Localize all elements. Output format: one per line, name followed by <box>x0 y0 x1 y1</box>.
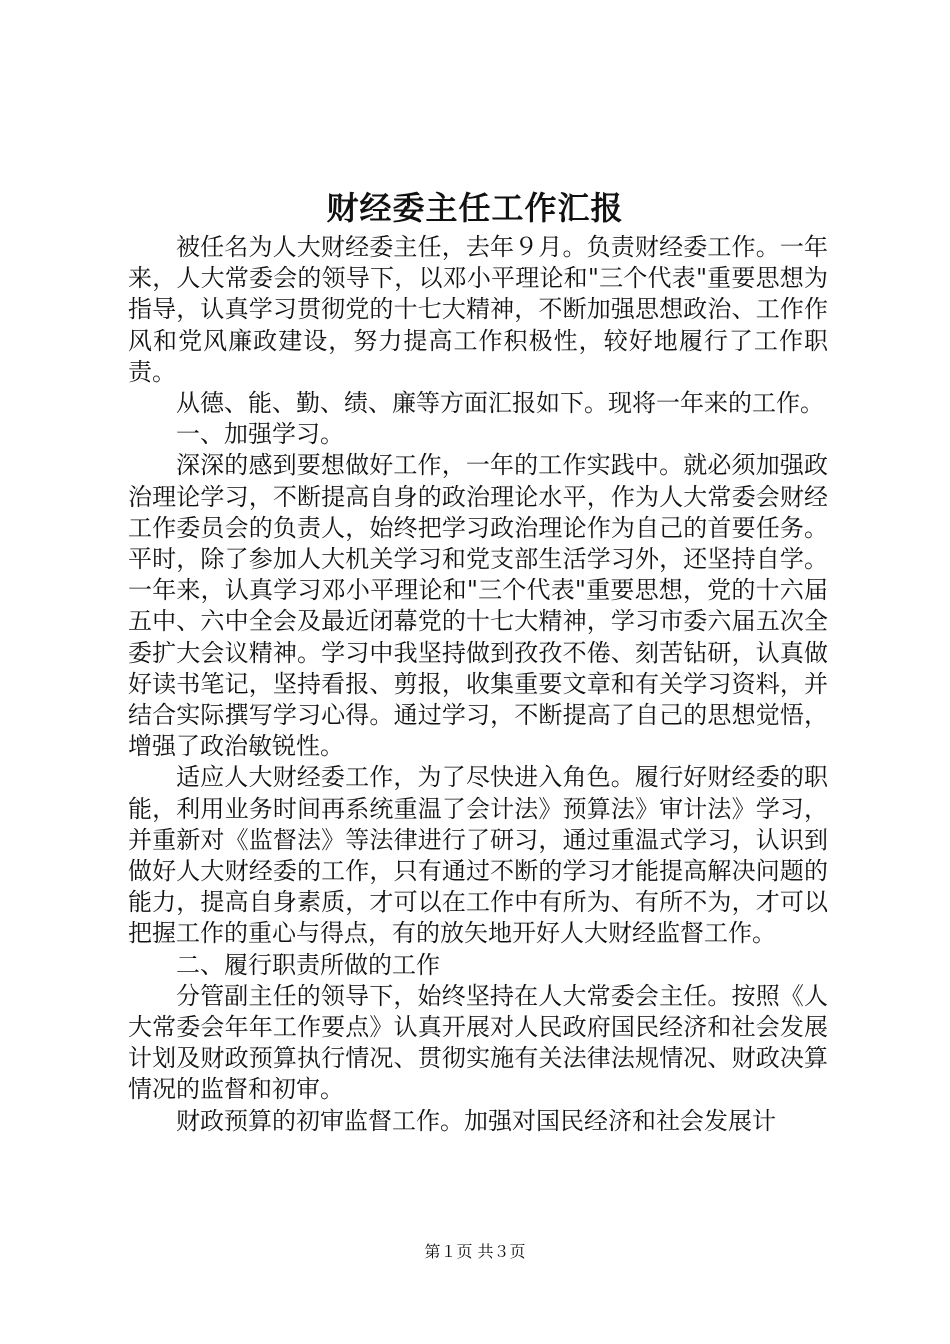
paragraph: 适应人大财经委工作，为了尽快进入角色。履行好财经委的职能，利用业务时间再系统重温了会计法》预算法》审计法》学习，并重新对《监督法》等法律进行了研习，通过重温式学习，认识到做好人大财经委的工作，只有通过不断的学习才能提高解决问题的能力，提高自身素质，才可以在工作中有所为、有所不为，才可以把握工作的重心与得点，有的放矢地开好人大财经监督工作。 <box>128 763 828 948</box>
document-body <box>128 232 828 1137</box>
paragraph: 分管副主任的领导下，始终坚持在人大常委会主任。按照《人大常委会年年工作要点》认真开展对人民政府国民经济和社会发展计划及财政预算执行情况、贯彻实施有关法律法规情况、财政决算情况的监督和初审。 <box>128 981 828 1104</box>
section-heading: 二、履行职责所做的工作 <box>176 950 440 979</box>
document-title: 财经委主任工作汇报 <box>326 189 624 227</box>
paragraph: 被任名为人大财经委主任，去年９月。负责财经委工作。一年来，人大常委会的领导下，以邓小平理论和"三个代表"重要思想为指导，认真学习贯彻党的十七大精神，不断加强思想政治、工作作风和党风廉政建设，努力提高工作积极性，较好地履行了工作职责。 <box>128 233 828 386</box>
paragraph: 财政预算的初审监督工作。加强对国民经济和社会发展计 <box>176 1106 776 1135</box>
section-heading: 一、加强学习。 <box>176 420 344 449</box>
page-footer: 第１页 共３页 <box>424 1242 526 1261</box>
paragraph: 深深的感到要想做好工作，一年的工作实践中。就必须加强政治理论学习，不断提高自身的政治理论水平，作为人大常委会财经工作委员会的负责人，始终把学习政治理论作为自己的首要任务。平时，除了参加人大机关学习和党支部生活学习外，还坚持自学。一年来，认真学习邓小平理论和"三个代表"重要思想，党的十六届五中、六中全会及最近闭幕党的十七大精神，学习市委六届五次全委扩大会议精神。学习中我坚持做到孜孜不倦、刻苦钻研，认真做好读书笔记，坚持看报、剪报，收集重要文章和有关学习资料，并结合实际撰写学习心得。通过学习，不断提高了自己的思想觉悟，增强了政治敏锐性。 <box>128 451 828 761</box>
paragraph: 从德、能、勤、绩、廉等方面汇报如下。现将一年来的工作。 <box>176 389 824 418</box>
